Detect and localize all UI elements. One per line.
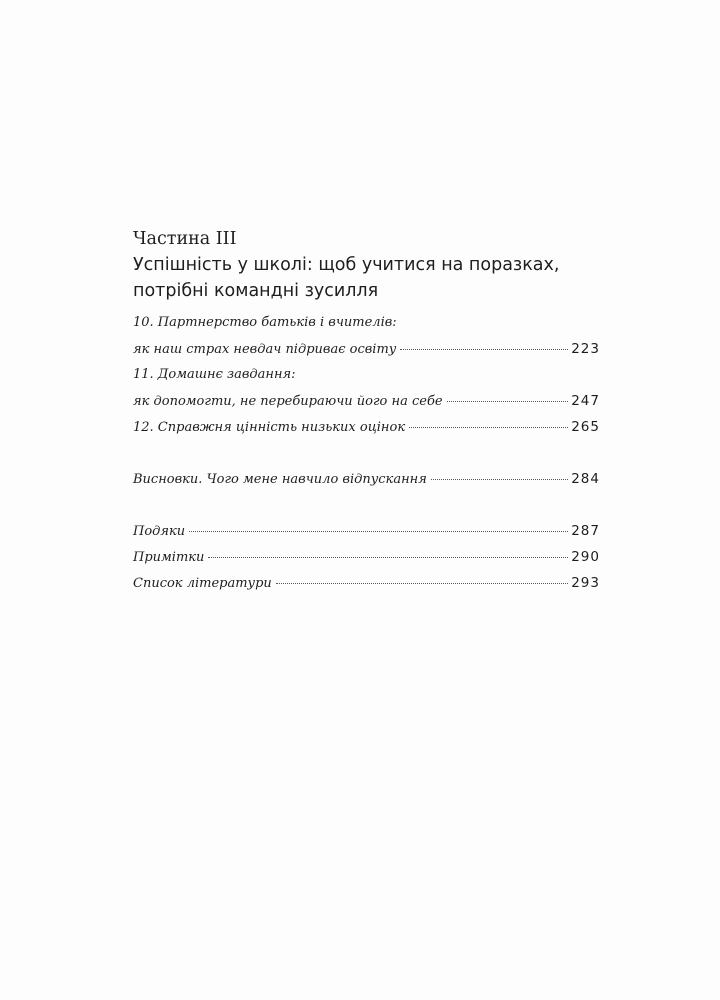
bibliography-entry[interactable] [133,570,600,596]
conclusion-page: 284 [571,471,600,487]
dot-leader [400,348,568,350]
notes-title: Примітки [133,550,205,565]
dot-leader [208,556,568,558]
chapter-11-page: 247 [571,393,600,409]
chapter-12-entry[interactable] [133,414,600,440]
dot-leader [189,530,568,532]
chapter-11-title: 11. Домашнє завдання: [133,367,296,382]
chapter-11-subtitle: як допомогти, не перебираючи його на себе [133,394,443,409]
conclusion-title: Висновки. Чого мене навчило відпускання [133,472,427,487]
dot-leader [447,400,569,402]
table-of-contents [133,226,600,596]
chapter-10-heading [133,310,600,336]
spacer [133,492,600,518]
acknowledgements-entry[interactable] [133,518,600,544]
dot-leader [276,582,568,584]
acknowledgements-title: Подяки [133,524,186,539]
bibliography-page: 293 [571,575,600,591]
acknowledgements-page: 287 [571,523,600,539]
chapter-12-page: 265 [571,419,600,435]
notes-entry[interactable] [133,544,600,570]
chapter-10-subtitle: як наш страх невдач підриває освіту [133,342,397,357]
spacer [133,440,600,466]
chapter-12-title: 12. Справжня цінність низьких оцінок [133,420,406,435]
dot-leader [409,426,568,428]
chapter-10-page: 223 [571,341,600,357]
part-label: Частина III [133,229,237,249]
bibliography-title: Список літератури [133,576,272,591]
chapter-10-title: 10. Партнерство батьків і вчителів: [133,315,397,330]
chapter-10-entry[interactable] [133,336,600,362]
part-title-line-2: потрібні командні зусилля [133,281,379,301]
conclusion-entry[interactable] [133,466,600,492]
chapter-11-heading [133,362,600,388]
dot-leader [431,478,568,480]
chapter-11-entry[interactable] [133,388,600,414]
part-title-line-1: Успішність у школі: щоб учитися на поразках, [133,255,560,275]
notes-page: 290 [571,549,600,565]
